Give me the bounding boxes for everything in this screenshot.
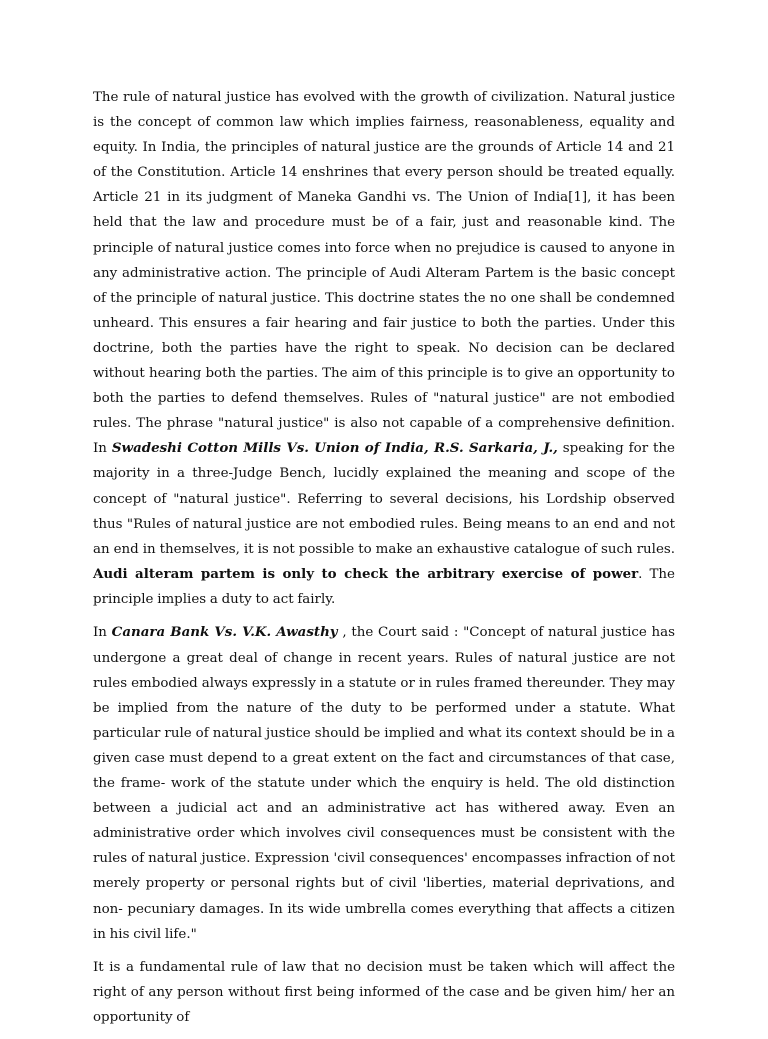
paragraph-natural-justice-intro (93, 85, 675, 612)
bold-emphasis-audi-alteram: Audi alteram partem is only to check the arbitrary exercise of power (93, 565, 639, 582)
paragraph-canara-bank (93, 620, 675, 946)
text-run: speaking for the majority in a three-Judge Bench, lucidly explained the meaning and scope of the concept of "natural justice". Referring to several decisions, his Lordship observed thus "Rules of natural justice are not embodied rules. Being means to an end and not an end in themselves, it is not possible to make an exhaustive catalogue of such rules. (93, 441, 675, 557)
text-run: . The principle implies a duty to act fairly. (93, 566, 675, 607)
document-page (93, 85, 675, 1039)
case-citation-swadeshi: Swadeshi Cotton Mills Vs. Union of India, R.S. Sarkaria, J., (111, 440, 558, 457)
text-run: , the Court said : "Concept of natural justice has undergone a great deal of change in recent years. Rules of natural justice are not rules embodied always expressly in a statute or in rules framed thereunder. They may be implied from the nature of the duty to be performed under a statute. What particular rule of natural justice should be implied and what its context should be in a given case must depend to a great extent on the fact and circumstances of that case, the frame- work of the statute under which the enquiry is held. The old distinction between a judicial act and an administrative act has withered away. Even an administrative order which involves civil consequences must be consistent with the rules of natural justice. Expression 'civil consequences' encompasses infraction of not merely property or personal rights but of civil 'liberties, material deprivations, and non- pecuniary damages. In its wide umbrella comes everything that affects a citizen in his civil life." (93, 625, 676, 942)
text-run: It is a fundamental rule of law that no decision must be taken which will affect the right of any person without first being informed of the case and be given him/ her an opportunity of (93, 960, 675, 1026)
text-run: The rule of natural justice has evolved with the growth of civilization. Natural justice is the concept of common law which implies fairness, reasonableness, equality and equity. In India, the principles of natural justice are the grounds of Article 14 and 21 of the Constitution. Article 14 enshrines that every person should be treated equally. Article 21 in its judgment of Maneka Gandhi vs. The Union of India[1], it has been held that the law and procedure must be of a fair, just and reasonable kind. The principle of natural justice comes into force when no prejudice is caused to anyone in any administrative action. The principle of Audi Alteram Partem is the basic concept of the principle of natural justice. This doctrine states the no one shall be condemned unheard. This ensures a fair hearing and fair justice to both the parties. Under this doctrine, both the parties have the right to speak. No decision can be declared without hearing both the parties. The aim of this principle is to give an opportunity to both the parties to defend themselves. Rules of "natural justice" are not embodied rules. The phrase "natural justice" is also not capable of a comprehensive definition. In (93, 90, 675, 457)
case-citation-canara-bank: Canara Bank Vs. V.K. Awasthy (111, 624, 338, 641)
paragraph-fundamental-rule (93, 955, 675, 1030)
text-run: In (93, 625, 112, 641)
